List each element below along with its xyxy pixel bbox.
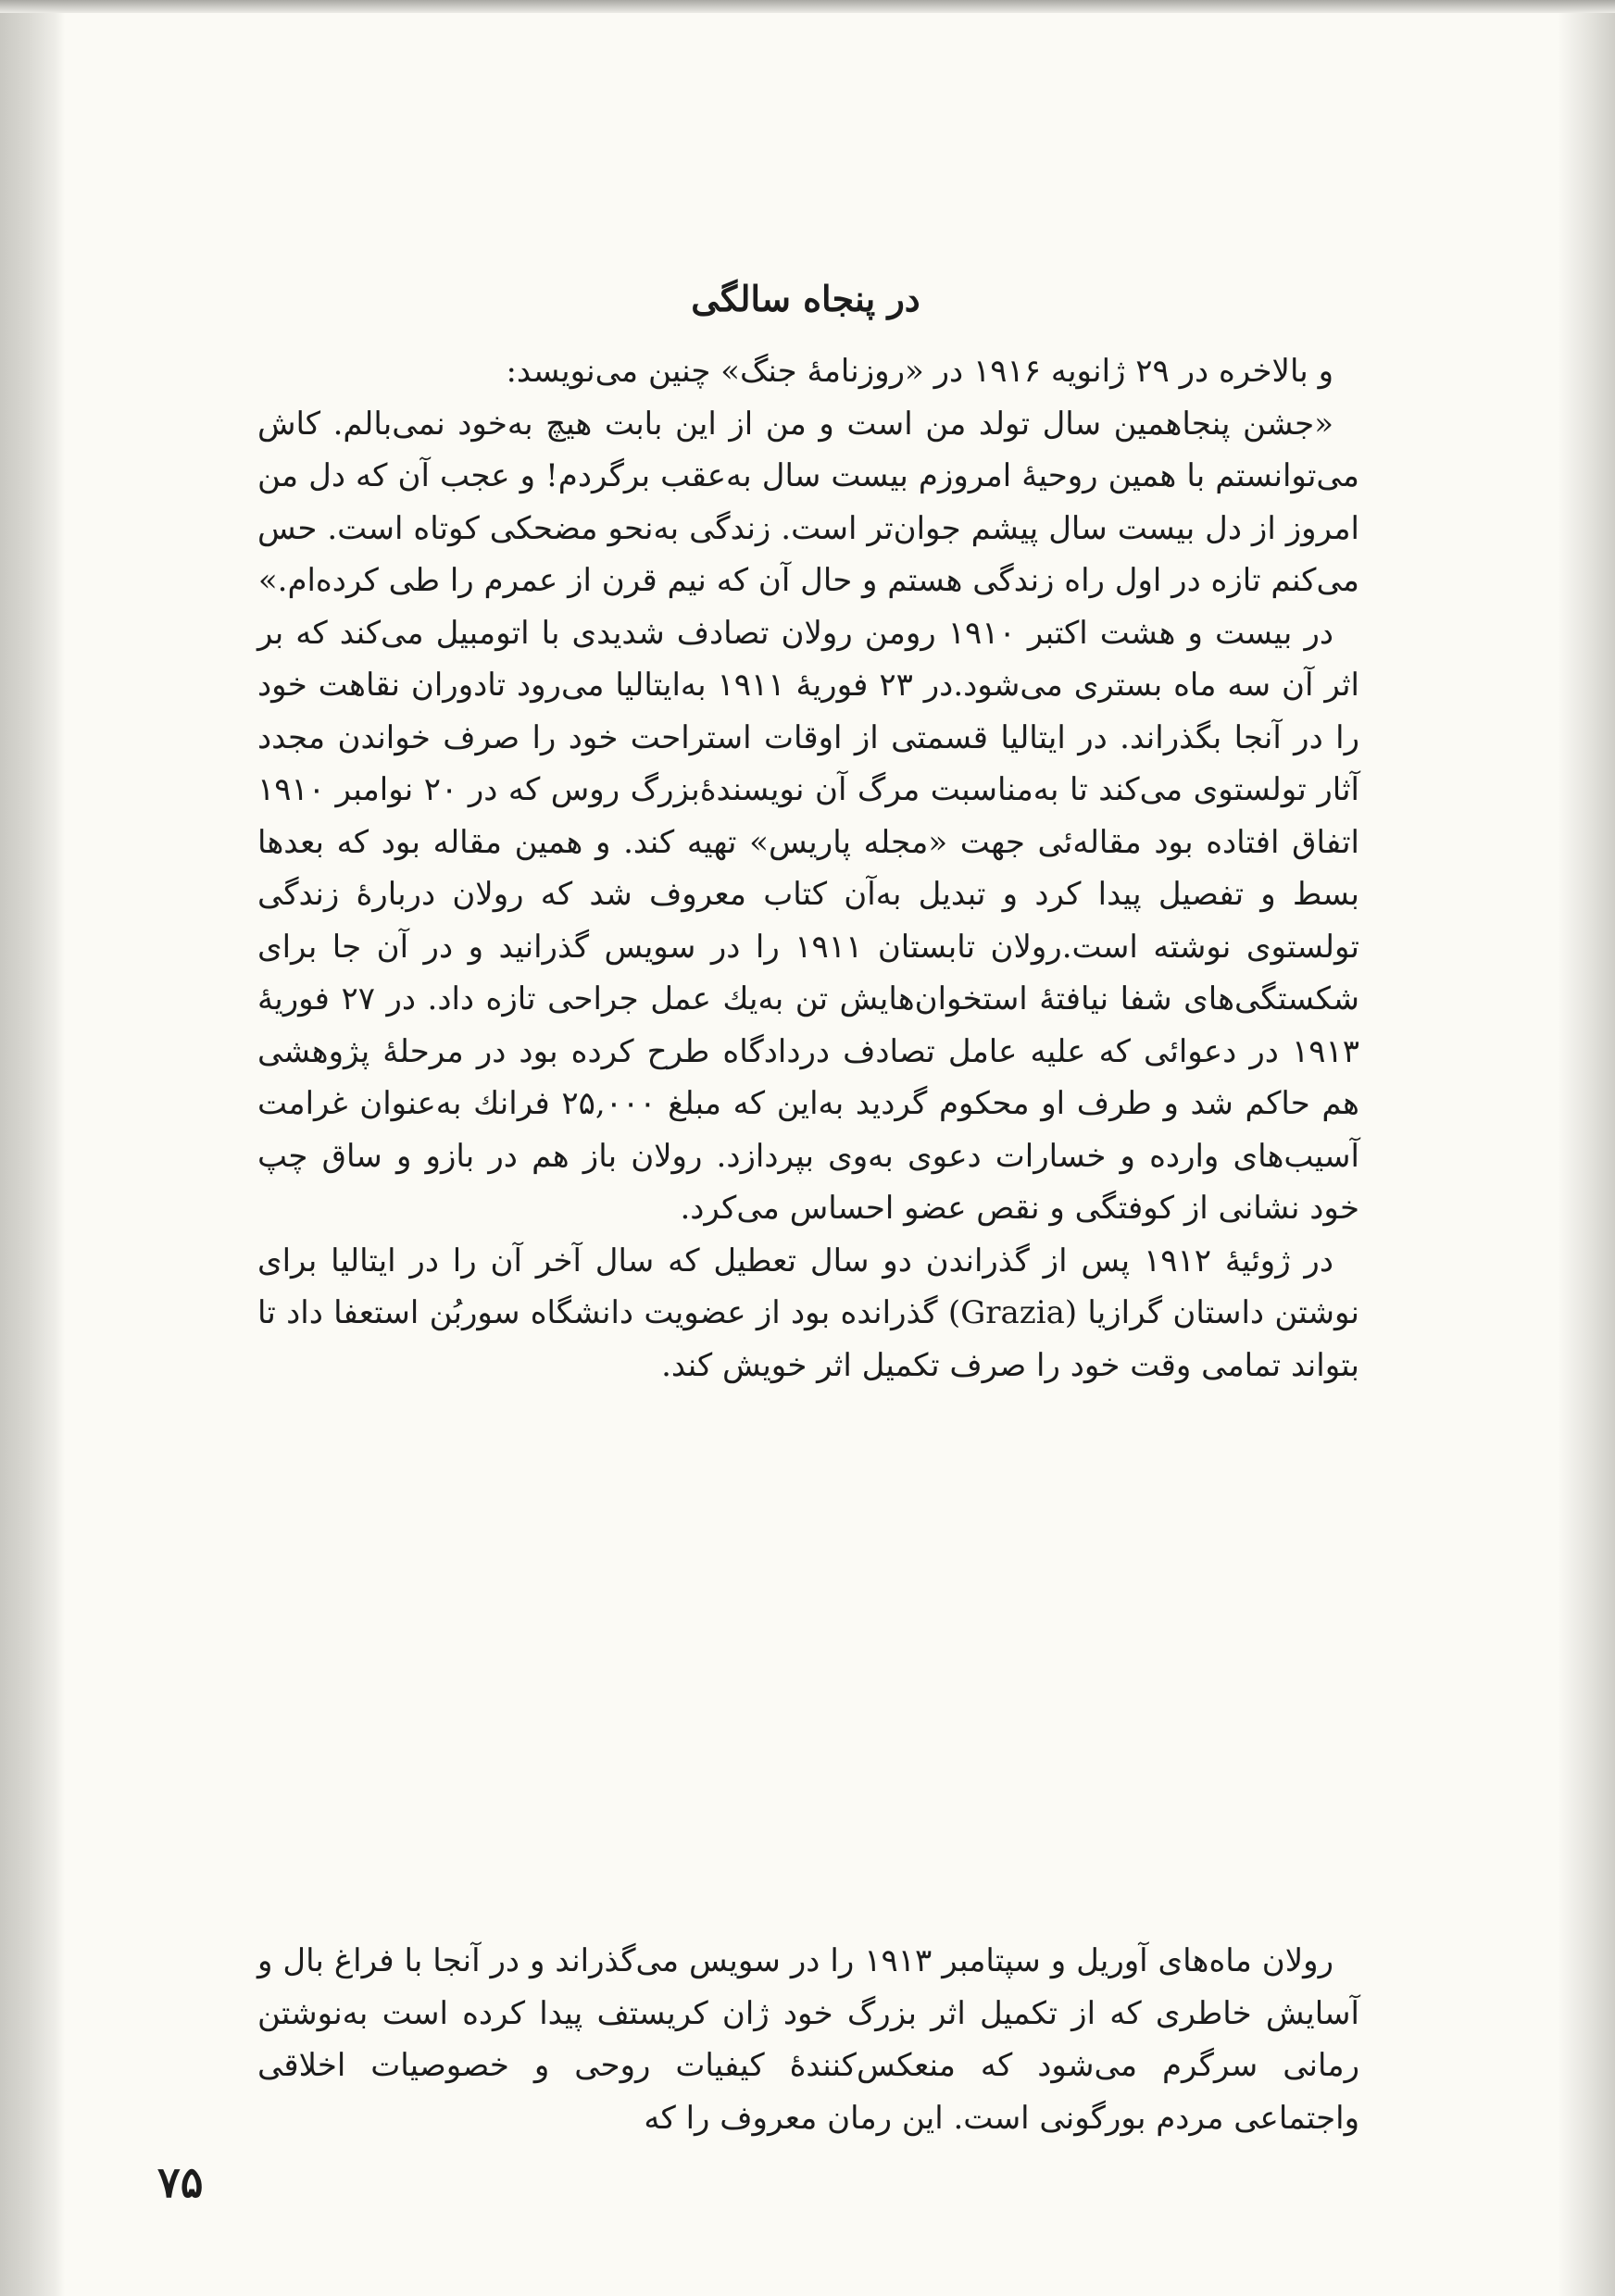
paragraph-switzerland: رولان ماه‌های آوریل و سپتامبر ۱۹۱۳ را در سویس می‌گذراند و در آنجا با فراغ بال و آسایش خاطری که از تکمیل اثر بزرگ خود ژان کریستف پیدا کرده است به‌نوشتن رمانی سرگرم می‌شود که منعکس‌کنندهٔ کیفیات روحی و خصوصیات اخلاقی واجتماعی مردم بورگونی است. این رمان معروف را که <box>257 1942 1359 2137</box>
chapter-heading: در پنجاه سالگی <box>691 278 920 319</box>
paragraph-quote: «جشن پنجاهمین سال تولد من است و من از این بابت هیچ به‌خود نمی‌بالم. کاش می‌توانستم با همین روحیهٔ امروزم بیست سال به‌عقب برگردم! و عجب آن که دل من امروز از دل بیست سال پیشم جوان‌تر است. زندگی به‌نحو مضحکی کوتاه است. حس می‌کنم تازه در اول راه زندگی هستم و حال آن که نیم قرن از عمرم را طی کرده‌ام.» <box>257 405 1359 599</box>
text-block-upper <box>257 345 1359 1391</box>
paragraph-accident: در بیست و هشت اکتبر ۱۹۱۰ رومن رولان تصادف شدیدی با اتومبیل می‌کند که بر اثر آن سه ماه بستری می‌شود.در ۲۳ فوریهٔ ۱۹۱۱ به‌ایتالیا می‌رود تادوران نقاهت خود را در آنجا بگذراند. در ایتالیا قسمتی از اوقات استراحت خود را صرف خواندن مجدد آثار تولستوی می‌کند تا به‌مناسبت مرگ آن نویسندهٔ‌بزرگ روس که در ۲۰ نوامبر ۱۹۱۰ اتفاق افتاده بود مقاله‌ئی جهت «مجله پاریس» تهیه کند. و همین مقاله بود که بعدها بسط و تفصیل پیدا کرد و تبدیل به‌آن کتاب معروف شد که رولان دربارهٔ زندگی تولستوی نوشته است.رولان تابستان ۱۹۱۱ را در سویس گذرانید و در آن جا برای شکستگی‌های شفا نیافتهٔ استخوان‌هایش تن به‌یك عمل جراحی تازه داد. در ۲۷ فوریهٔ ۱۹۱۳ در دعوائی که علیه عامل تصادف دردادگاه طرح کرده بود در مرحلهٔ پژوهشی هم حاکم شد و طرف او محکوم گردید به‌این که مبلغ ۲۵,۰۰۰ فرانك به‌عنوان غرامت آسیب‌های وارده و خسارات دعوی به‌وی بپردازد. رولان باز هم در بازو و ساق چپ خود نشانی از کوفتگی و نقص عضو احساس می‌کرد. <box>257 614 1360 1227</box>
page-number: ۷۵ <box>157 2157 204 2207</box>
paragraph-sorbonne: در ژوئیهٔ ۱۹۱۲ پس از گذراندن دو سال تعطیل که سال آخر آن را در ایتالیا برای نوشتن داستان گرازیا (Grazia) گذرانده بود از عضویت دانشگاه سوربُن استعفا داد تا بتواند تمامی وقت خود را صرف تکمیل اثر خویش کند. <box>257 1242 1359 1384</box>
paragraph-intro: و بالاخره در ۲۹ ژانویه ۱۹۱۶ در «روزنامهٔ جنگ» چنین می‌نویسد: <box>506 353 1333 390</box>
text-block-lower <box>257 1935 1359 2144</box>
